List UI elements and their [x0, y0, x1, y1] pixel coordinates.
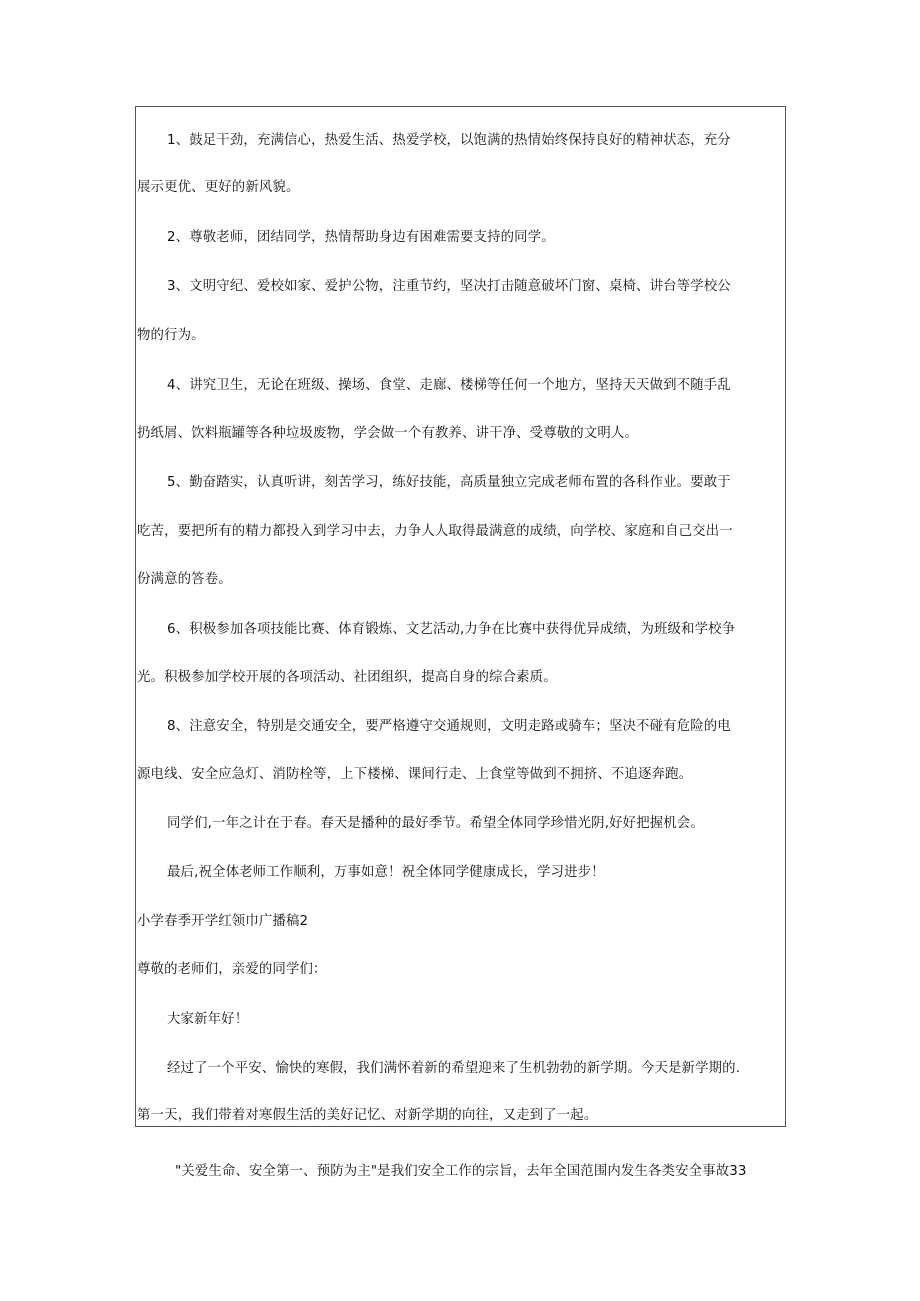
paragraph-line: 3、文明守纪、爱校如家、爱护公物，注重节约，坚决打击随意破坏门窗、桌椅、讲台等学校公 [167, 279, 731, 294]
paragraph-line: 2、尊敬老师，团结同学，热情帮助身边有困难需要支持的同学。 [167, 230, 555, 245]
paragraph-line: 1、鼓足干劲，充满信心，热爱生活、热爱学校，以饱满的热情始终保持良好的精神状态，充分 [167, 133, 731, 148]
section-heading: 小学春季开学红领巾广播稿2 [137, 914, 309, 929]
paragraph-line: 吃苦，要把所有的精力都投入到学习中去，力争人人取得最满意的成绩，向学校、家庭和自己交出一 [137, 524, 733, 539]
paragraph-line: 6、积极参加各项技能比赛、体育锻炼、文艺活动,力争在比赛中获得优异成绩，为班级和学校争 [167, 622, 736, 637]
paragraph-line: 最后,祝全体老师工作顺利，万事如意！祝全体同学健康成长，学习进步！ [167, 865, 605, 880]
greeting-line: 大家新年好！ [167, 1012, 249, 1027]
paragraph-line: 源电线、安全应急灯、消防栓等，上下楼梯、课间行走、上食堂等做到不拥挤、不追逐奔跑。 [137, 767, 693, 782]
paragraph-line: 光。积极参加学校开展的各项活动、社团组织，提高自身的综合素质。 [137, 670, 557, 685]
paragraph-line: 同学们,一年之计在于春。春天是播种的最好季节。希望全体同学珍惜光阴,好好把握机会。 [167, 816, 704, 831]
paragraph-line: 份满意的答卷。 [137, 572, 232, 587]
salutation-line: 尊敬的老师们，亲爱的同学们： [137, 962, 327, 977]
paragraph-line: 5、勤奋踏实，认真听讲，刻苦学习，练好技能，高质量独立完成老师布置的各科作业。要敢于 [167, 475, 731, 490]
trailing-paragraph-line: "关爱生命、安全第一、预防为主"是我们安全工作的宗旨，去年全国范围内发生各类安全事故33 [175, 1164, 747, 1179]
paragraph-line: 8、注意安全，特别是交通安全，要严格遵守交通规则，文明走路或骑车；坚决不碰有危险的电 [167, 719, 731, 734]
paragraph-line: 扔纸屑、饮料瓶罐等各种垃圾废物，学会做一个有教养、讲干净、受尊敬的文明人。 [137, 426, 639, 441]
paragraph-line: 4、讲究卫生，无论在班级、操场、食堂、走廊、楼梯等任何一个地方，坚持天天做到不随手乱 [167, 378, 731, 393]
paragraph-line: 物的行为。 [137, 328, 205, 343]
paragraph-line: 展示更优、更好的新风貌。 [137, 180, 300, 195]
paragraph-line: 第一天，我们带着对寒假生活的美好记忆、对新学期的向往，又走到了一起。 [137, 1108, 598, 1123]
paragraph-line: 经过了一个平安、愉快的寒假，我们满怀着新的希望迎来了生机勃勃的新学期。今天是新学期的. [167, 1061, 741, 1076]
